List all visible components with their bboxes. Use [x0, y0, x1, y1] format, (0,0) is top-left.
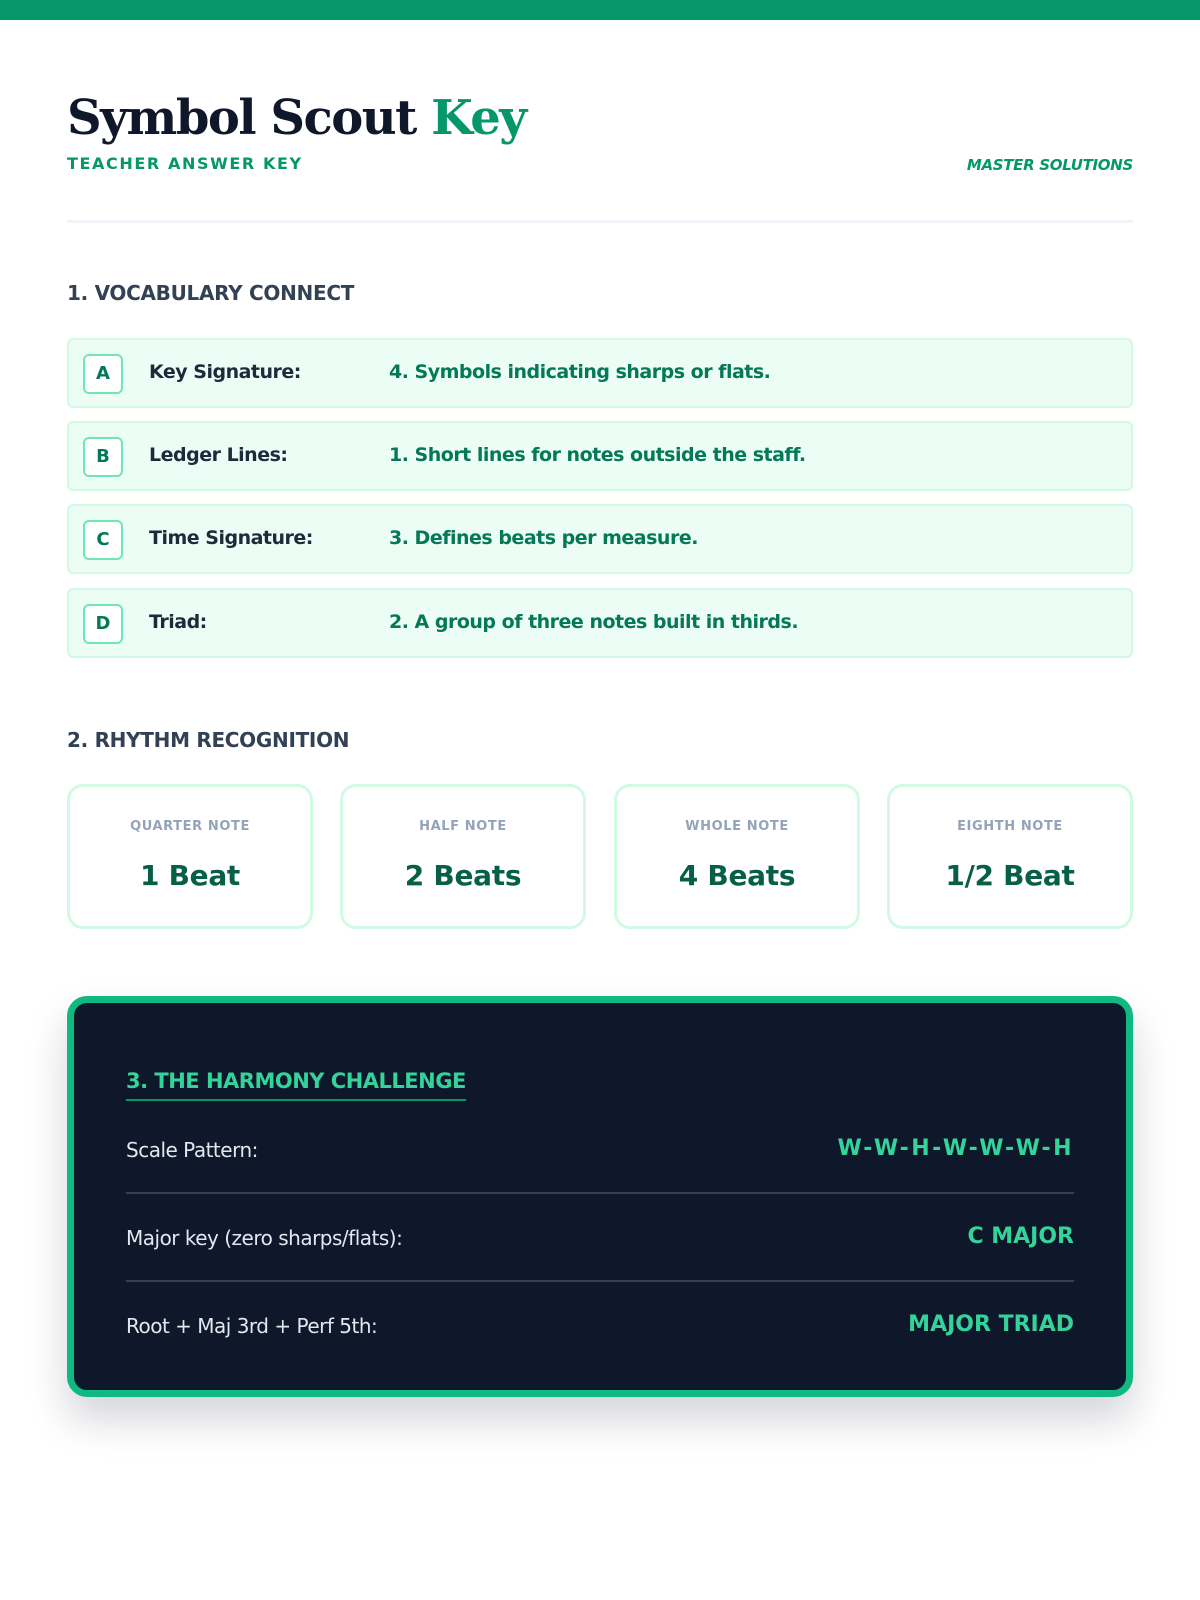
vocab-letter: D — [83, 604, 123, 644]
vocab-row-d — [67, 588, 1133, 658]
vocab-term: Triad: — [149, 611, 207, 633]
vocabulary-section-title: 1. VOCABULARY CONNECT — [67, 281, 355, 305]
vocab-answer: 2. A group of three notes built in thirds. — [389, 611, 799, 633]
header-divider — [67, 220, 1133, 223]
harmony-answer: MAJOR TRIAD — [908, 1312, 1074, 1337]
vocab-answer: 3. Defines beats per measure. — [389, 527, 698, 549]
vocab-row-b — [67, 421, 1133, 491]
rhythm-card-half — [340, 784, 586, 929]
vocab-answer: 1. Short lines for notes outside the staff. — [389, 444, 806, 466]
vocab-row-c — [67, 504, 1133, 574]
vocab-letter: C — [83, 520, 123, 560]
harmony-section-title: 3. THE HARMONY CHALLENGE — [126, 1069, 466, 1101]
vocab-term: Ledger Lines: — [149, 444, 288, 466]
harmony-challenge-panel — [67, 996, 1133, 1397]
rhythm-note-label: QUARTER NOTE — [130, 819, 250, 834]
page-header — [67, 88, 1133, 188]
harmony-question: Major key (zero sharps/flats): — [126, 1226, 403, 1250]
rhythm-beat-value: 1/2 Beat — [945, 859, 1075, 892]
rhythm-beat-value: 4 Beats — [678, 859, 796, 892]
harmony-answer: W-W-H-W-W-W-H — [837, 1136, 1074, 1161]
harmony-question: Root + Maj 3rd + Perf 5th: — [126, 1314, 378, 1338]
harmony-question: Scale Pattern: — [126, 1138, 258, 1162]
rhythm-section-title: 2. RHYTHM RECOGNITION — [67, 728, 350, 752]
rhythm-beat-value: 1 Beat — [139, 859, 241, 892]
title-accent: Key — [431, 90, 526, 146]
master-solutions-badge: MASTER SOLUTIONS — [966, 156, 1133, 174]
rhythm-card-grid — [67, 784, 1133, 929]
top-accent-bar — [0, 0, 1200, 20]
rhythm-card-whole — [614, 784, 860, 929]
title-main: Symbol Scout — [67, 90, 432, 146]
harmony-row-triad — [126, 1282, 1074, 1370]
vocab-letter: B — [83, 437, 123, 477]
vocab-answer: 4. Symbols indicating sharps or flats. — [389, 361, 771, 383]
rhythm-beat-value: 2 Beats — [404, 859, 522, 892]
page-title — [67, 88, 1133, 148]
harmony-row-scale-pattern — [126, 1106, 1074, 1194]
rhythm-note-label: WHOLE NOTE — [685, 819, 789, 834]
page-subtitle: TEACHER ANSWER KEY — [67, 154, 303, 173]
vocab-term: Time Signature: — [149, 527, 313, 549]
rhythm-card-quarter — [67, 784, 313, 929]
rhythm-card-eighth — [887, 784, 1133, 929]
harmony-answer: C MAJOR — [967, 1224, 1074, 1249]
vocab-row-a — [67, 338, 1133, 408]
vocab-term: Key Signature: — [149, 361, 301, 383]
rhythm-note-label: EIGHTH NOTE — [957, 819, 1063, 834]
vocab-letter: A — [83, 354, 123, 394]
rhythm-note-label: HALF NOTE — [419, 819, 507, 834]
harmony-row-major-key — [126, 1194, 1074, 1282]
